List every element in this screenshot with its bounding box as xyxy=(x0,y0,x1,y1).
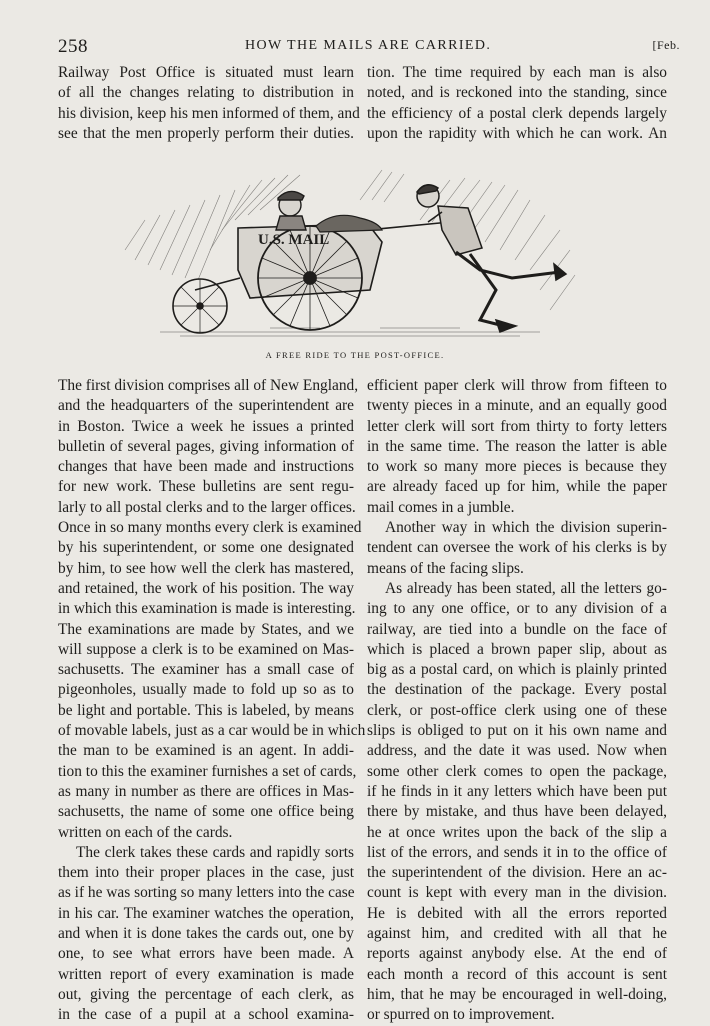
text-line: tendent can oversee the work of his clerks is by xyxy=(367,539,667,557)
text-line: the superintendent of the division. Here an ac- xyxy=(367,864,667,882)
text-line: some other clerk comes to open the package, xyxy=(367,762,667,780)
text-line: noted, and is reckoned into the standing, since xyxy=(367,84,667,102)
text-line: see that the men properly perform their duties. xyxy=(58,124,354,142)
text-line: he at once writes upon the back of the slip a xyxy=(367,823,667,841)
text-line: changes that have been made and instructions xyxy=(58,458,354,476)
text-line: slips is obliged to put on it his own name and xyxy=(367,722,667,740)
text-line: He is debited with all the errors reported xyxy=(367,904,667,922)
issue-month: [Feb. xyxy=(652,38,680,52)
text-line: railway, are tied into a bundle on the face of xyxy=(367,620,667,638)
running-title: HOW THE MAILS ARE CARRIED. xyxy=(245,38,492,53)
text-line: in the case of a pupil at a school examina- xyxy=(58,1006,354,1024)
text-line: will suppose a clerk is to be examined on Mas- xyxy=(58,640,354,658)
text-line: The examinations are made by States, and we xyxy=(58,620,354,638)
illustration-caption: A FREE RIDE TO THE POST-OFFICE. xyxy=(265,350,445,360)
text-line: written on each of the cards. xyxy=(58,823,233,841)
text-line: mail comes in a jumble. xyxy=(367,498,515,516)
text-line: which is placed a brown paper slip, about as xyxy=(367,640,667,658)
small-wheel xyxy=(173,279,227,333)
text-line: in his car. The examiner watches the operation, xyxy=(58,904,354,922)
text-line: of all the changes relating to distribution in xyxy=(58,84,354,102)
column-bottom-left xyxy=(58,376,366,1026)
text-line: Railway Post Office is situated must learn xyxy=(58,64,354,81)
text-line: sachusetts, the name of some one office being xyxy=(58,803,354,821)
text-line: means of the facing slips. xyxy=(367,559,524,577)
running-man xyxy=(417,185,566,332)
page-header xyxy=(58,36,680,56)
text-line: Once in so many months every clerk is examined xyxy=(58,519,362,537)
text-line: letter clerk will sort from thirty to forty letters xyxy=(367,417,667,435)
column-bottom-right xyxy=(367,376,667,1026)
text-line: if he finds in it any letters which have been put xyxy=(367,782,667,800)
text-line: in the same time. The reason the latter is able xyxy=(367,437,667,455)
text-line: written report of every examination is made xyxy=(58,965,354,983)
text-line: by him, to see how well the clerk has mastered, xyxy=(58,559,354,577)
ground-shading xyxy=(160,328,540,336)
text-line: pigeonholes, usually made to fold up so as to xyxy=(58,681,354,699)
text-line: The first division comprises all of New England, xyxy=(58,377,359,394)
text-line: each month a record of this account is sent xyxy=(367,965,667,983)
text-line: his division, keep his men informed of them, and xyxy=(58,104,360,122)
text-line: and retained, the work of his position. The way xyxy=(58,579,354,597)
text-line: in which this examination is made is interesting. xyxy=(58,600,356,618)
text-line: as many in number as there are offices in Mas- xyxy=(58,782,354,800)
text-line: or spurred on to improvement. xyxy=(367,1006,555,1024)
text-line: larly to all postal clerks and to the larger offices. xyxy=(58,498,356,516)
text-line: against him, and credited with all that he xyxy=(367,925,667,943)
text-line: bulletin of several pages, giving information of xyxy=(58,437,354,455)
boy-in-cart xyxy=(276,191,306,230)
text-line: ing to any one office, or to any division of a xyxy=(367,600,667,618)
text-line: out, giving the percentage of each clerk, as xyxy=(58,985,354,1003)
mail-sack xyxy=(316,215,382,232)
text-line: one, to see what errors have been made. A xyxy=(58,945,354,963)
large-wheel xyxy=(258,226,362,330)
text-line: Another way in which the division superin- xyxy=(385,519,667,537)
text-line: them into their proper places in the case, just xyxy=(58,864,354,882)
text-line: him, that he may be encouraged in well-doing, xyxy=(367,985,667,1003)
mail-cart-illustration xyxy=(120,160,580,345)
text-line: big as a postal card, on which is plainly printed xyxy=(367,661,667,679)
text-line: count is kept with every man in the division. xyxy=(367,884,667,902)
text-line: as if he was sorting so many letters into the case xyxy=(58,884,355,902)
text-line: As already has been stated, all the letters go- xyxy=(385,579,667,597)
text-line: tion. The time required by each man is also xyxy=(367,64,667,81)
text-line: are already faced up for him, while the paper xyxy=(367,478,667,496)
column-top-right xyxy=(367,63,667,144)
text-line: twenty pieces in a minute, and an equally good xyxy=(367,397,667,415)
text-line: address, and the date it was used. Now when xyxy=(367,742,667,760)
text-line: for new work. These bulletins are sent regu- xyxy=(58,478,354,496)
text-line: and the headquarters of the superintendent are xyxy=(58,397,354,415)
text-line: list of the errors, and sends it in to the office of xyxy=(367,843,667,861)
text-line: The clerk takes these cards and rapidly sorts xyxy=(76,843,354,861)
text-line: the efficiency of a postal clerk depends largely xyxy=(367,104,667,122)
text-line: clerk, or post-office clerk using one of these xyxy=(367,701,667,719)
column-top-left xyxy=(58,63,360,144)
text-line: upon the rapidity with which he can work. An xyxy=(367,124,667,142)
text-line: of movable labels, just as a car would be in which xyxy=(58,722,366,740)
text-line: efficient paper clerk will throw from fifteen to xyxy=(367,377,667,394)
text-line: to work so many more pieces is because they xyxy=(367,458,667,476)
cart-lettering: U.S. MAIL xyxy=(258,232,330,248)
text-line: tion to this the examiner furnishes a set of cards, xyxy=(58,762,357,780)
text-line: the destination of the package. Every postal xyxy=(367,681,667,699)
text-line: reports against anybody else. At the end of xyxy=(367,945,667,963)
page-number: 258 xyxy=(58,36,88,57)
text-line: and when it is done takes the cards out, one by xyxy=(58,925,354,943)
text-line: there by mistake, and thus have been delayed, xyxy=(367,803,667,821)
text-line: by his superintendent, or some one designated xyxy=(58,539,354,557)
text-line: in Boston. Twice a week he issues a printed xyxy=(58,417,354,435)
text-line: be light and portable. This is labeled, by means xyxy=(58,701,354,719)
text-line: sachusetts. The examiner has a small case of xyxy=(58,661,354,679)
text-line: the man to be examined is an agent. In addi- xyxy=(58,742,354,760)
